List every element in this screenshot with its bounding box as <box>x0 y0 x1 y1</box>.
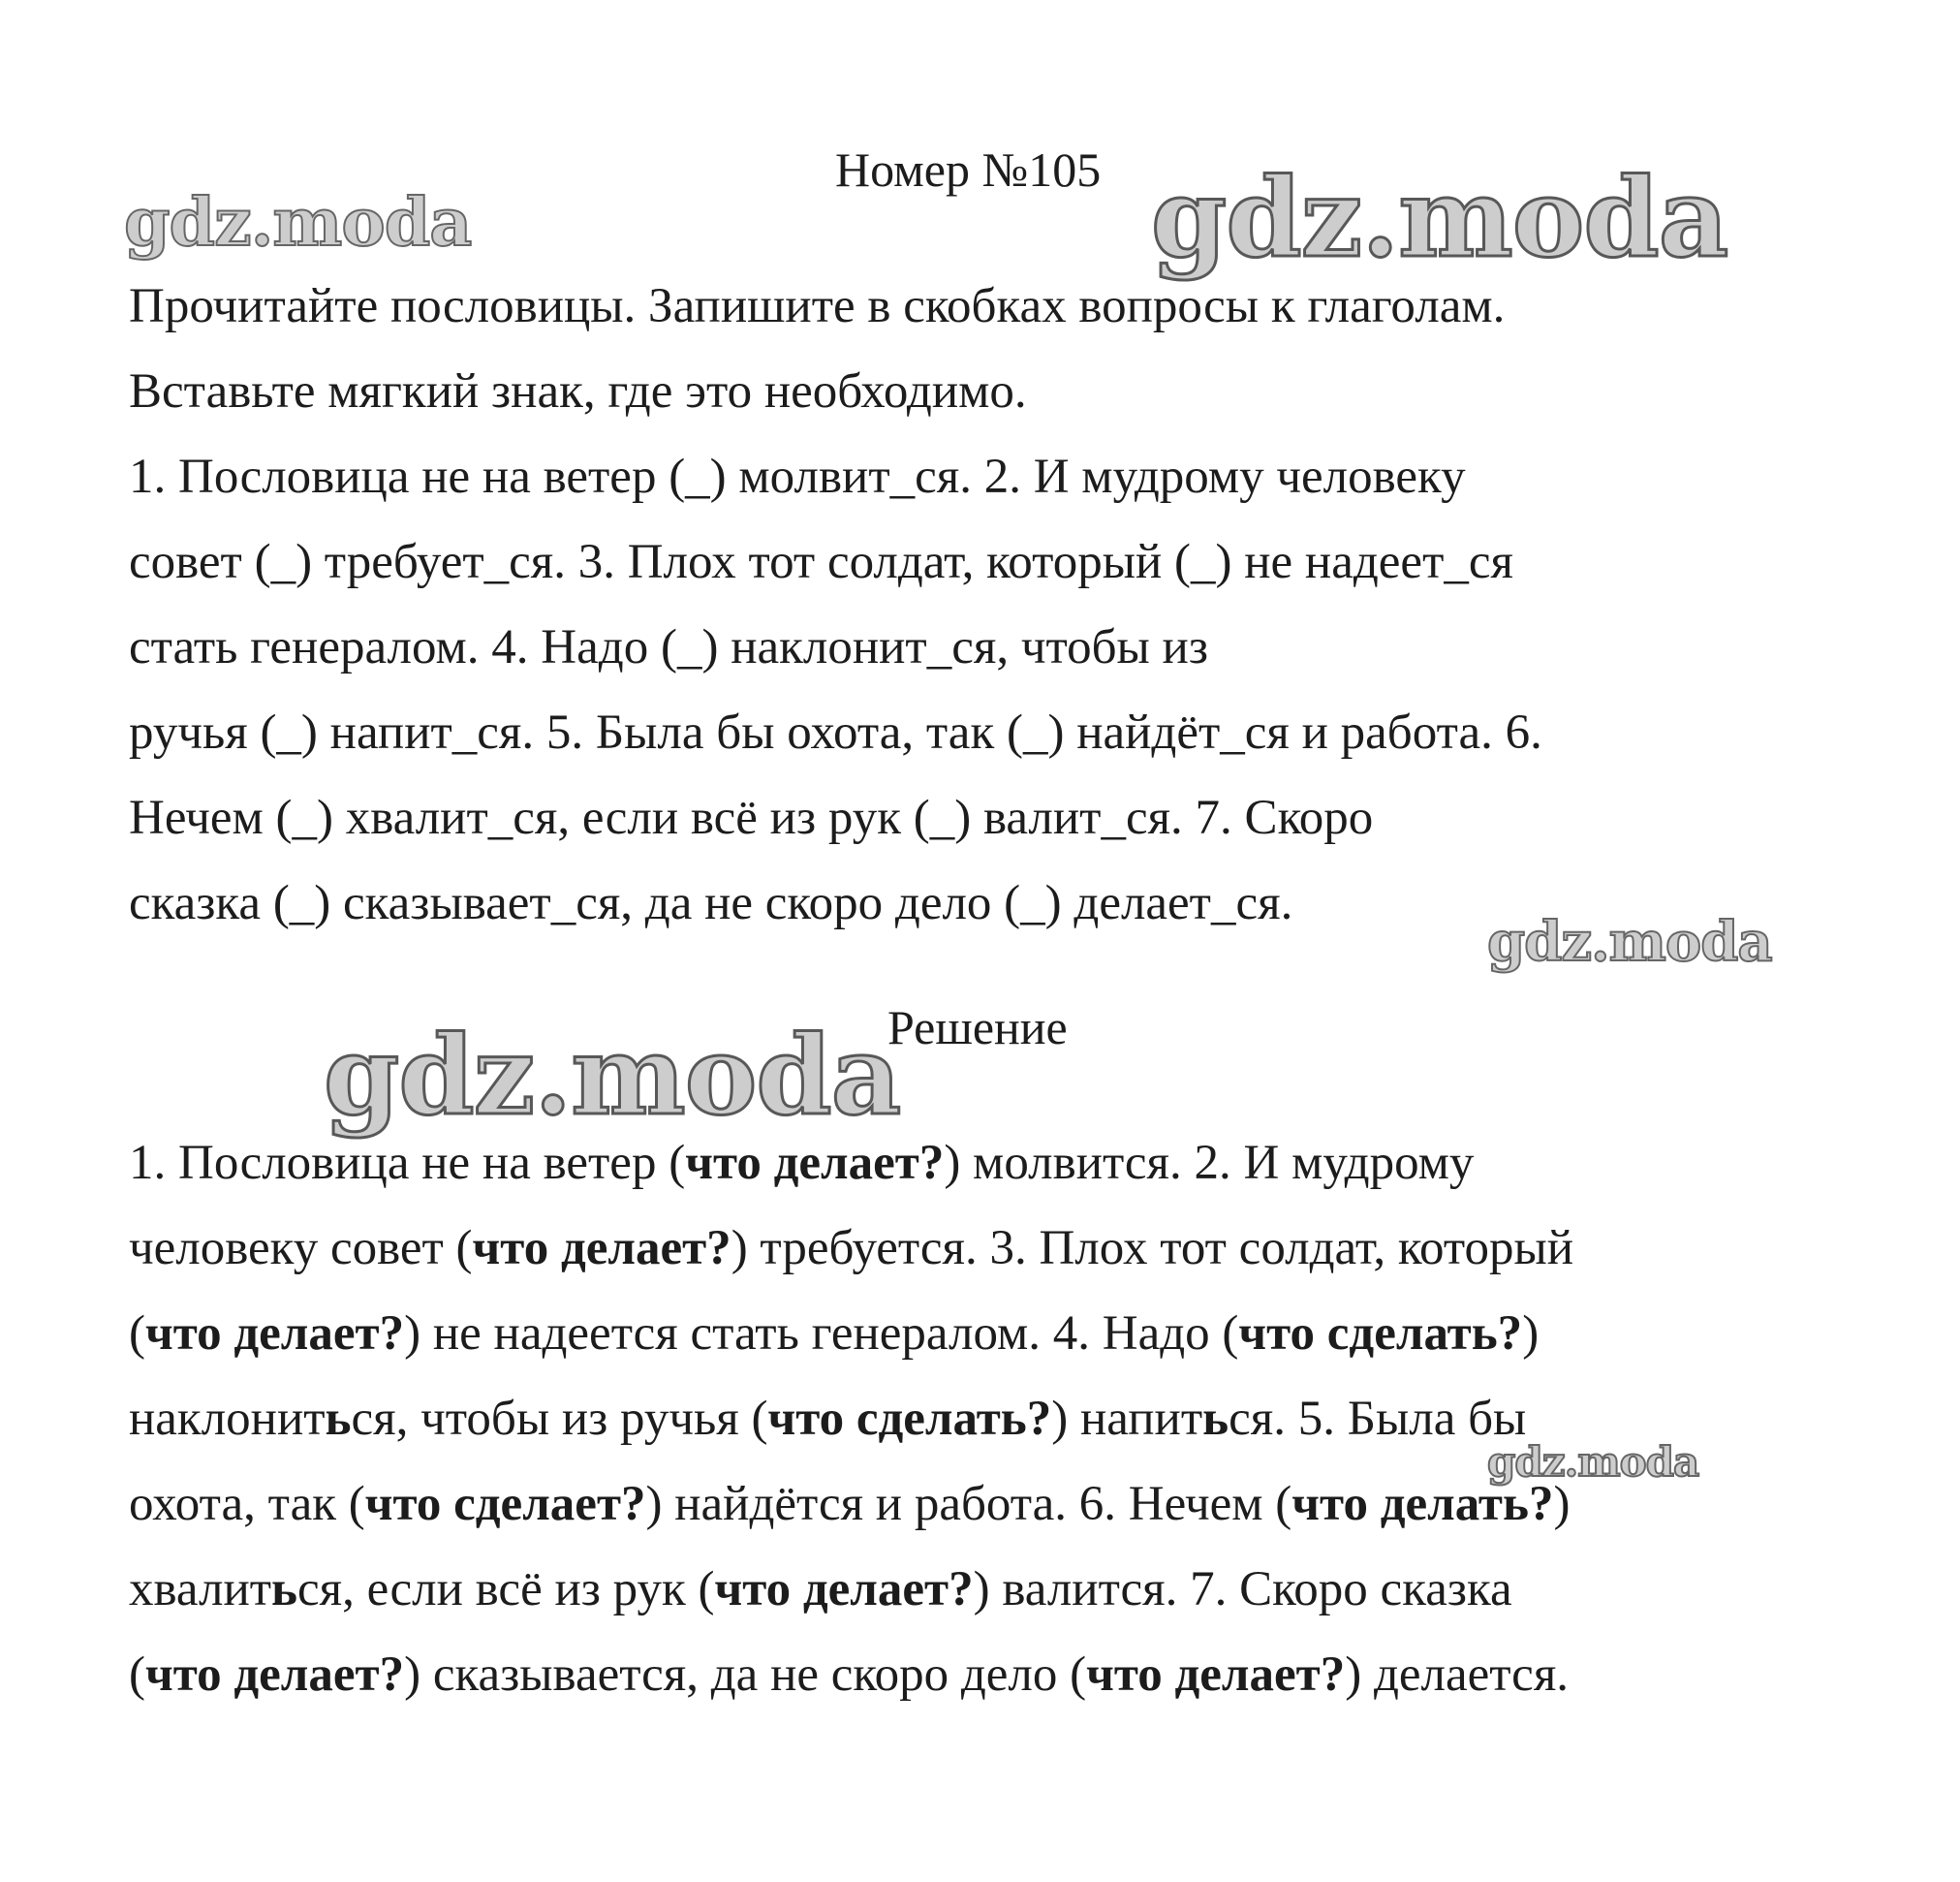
task-line: Прочитайте пословицы. Запишите в скобках вопросы к глаголам. <box>129 279 1506 333</box>
answer-text <box>129 1120 1573 1717</box>
answer-segment: ся. 5. Была бы <box>1229 1392 1527 1446</box>
answer-line <box>129 1291 1573 1376</box>
task-line: стать генералом. 4. Надо (_) наклонит_ся, чтобы из <box>129 620 1208 674</box>
answer-segment: ся, если всё из рук ( <box>297 1562 715 1616</box>
answer-segment: ) требуется. 3. Плох тот солдат, который <box>731 1221 1574 1275</box>
answer-line <box>129 1547 1573 1632</box>
answer-segment: ) <box>1553 1477 1571 1531</box>
task-line: сказка (_) сказывает_ся, да не скоро дело (_) делает_ся. <box>129 876 1293 930</box>
answer-question: что сделать? <box>767 1392 1052 1446</box>
answer-question: ь <box>325 1392 352 1446</box>
answer-segment: ( <box>129 1647 145 1702</box>
answer-line <box>129 1376 1573 1461</box>
page-title: Номер №105 <box>835 142 1102 197</box>
answer-question: ь <box>271 1562 298 1616</box>
watermark: gdz.moda <box>1151 155 1728 282</box>
answer-question: что делает? <box>1086 1647 1346 1702</box>
answer-question: что делает? <box>472 1221 731 1275</box>
answer-segment: ) валится. 7. Скоро сказка <box>973 1562 1512 1616</box>
watermark: gdz.moda <box>124 184 472 262</box>
task-line: совет (_) требует_ся. 3. Плох тот солдат, который (_) не надеет_ся <box>129 535 1513 589</box>
task-line: Вставьте мягкий знак, где это необходимо. <box>129 364 1027 419</box>
watermark: gdz.moda <box>324 1013 901 1140</box>
answer-segment: наклонит <box>129 1392 326 1446</box>
answer-question: ь <box>1202 1392 1229 1446</box>
answer-question: что делает? <box>144 1306 405 1361</box>
answer-question: что делать? <box>1291 1477 1554 1531</box>
answer-segment: ) сказывается, да не скоро дело ( <box>404 1647 1087 1702</box>
answer-line <box>129 1632 1573 1717</box>
watermark: gdz.moda <box>1487 1438 1699 1486</box>
answer-segment: ся, чтобы из ручья ( <box>351 1392 768 1446</box>
answer-line <box>129 1461 1573 1547</box>
answer-segment: ( <box>129 1306 145 1361</box>
solution-heading: Решение <box>887 1000 1068 1054</box>
answer-segment: ) найдётся и работа. 6. Нечем ( <box>645 1477 1292 1531</box>
task-line: 1. Пословица не на ветер (_) молвит_ся. 2. И мудрому человеку <box>129 450 1466 504</box>
answer-segment: охота, так ( <box>129 1477 365 1531</box>
task-text <box>129 264 1542 946</box>
answer-segment: ) <box>1522 1306 1540 1361</box>
answer-question: что сделать? <box>1238 1306 1523 1361</box>
answer-question: что сделает? <box>364 1477 646 1531</box>
answer-question: что делает? <box>714 1562 974 1616</box>
answer-segment: человеку совет ( <box>129 1221 473 1275</box>
answer-segment: хвалит <box>129 1562 272 1616</box>
answer-segment: ) не надеется стать генералом. 4. Надо ( <box>404 1306 1239 1361</box>
task-line: ручья (_) напит_ся. 5. Была бы охота, так (_) найдёт_ся и работа. 6. <box>129 706 1542 760</box>
answer-segment: ) напит <box>1051 1392 1203 1446</box>
answer-segment: ) делается. <box>1345 1647 1570 1702</box>
answer-segment: ) молвится. 2. И мудрому <box>944 1136 1475 1190</box>
answer-question: что делает? <box>685 1136 945 1190</box>
task-line: Нечем (_) хвалит_ся, если всё из рук (_) валит_ся. 7. Скоро <box>129 791 1374 845</box>
watermark: gdz.moda <box>1487 910 1772 974</box>
answer-line <box>129 1206 1573 1291</box>
answer-question: что делает? <box>144 1647 405 1702</box>
answer-segment: 1. Пословица не на ветер ( <box>129 1136 686 1190</box>
